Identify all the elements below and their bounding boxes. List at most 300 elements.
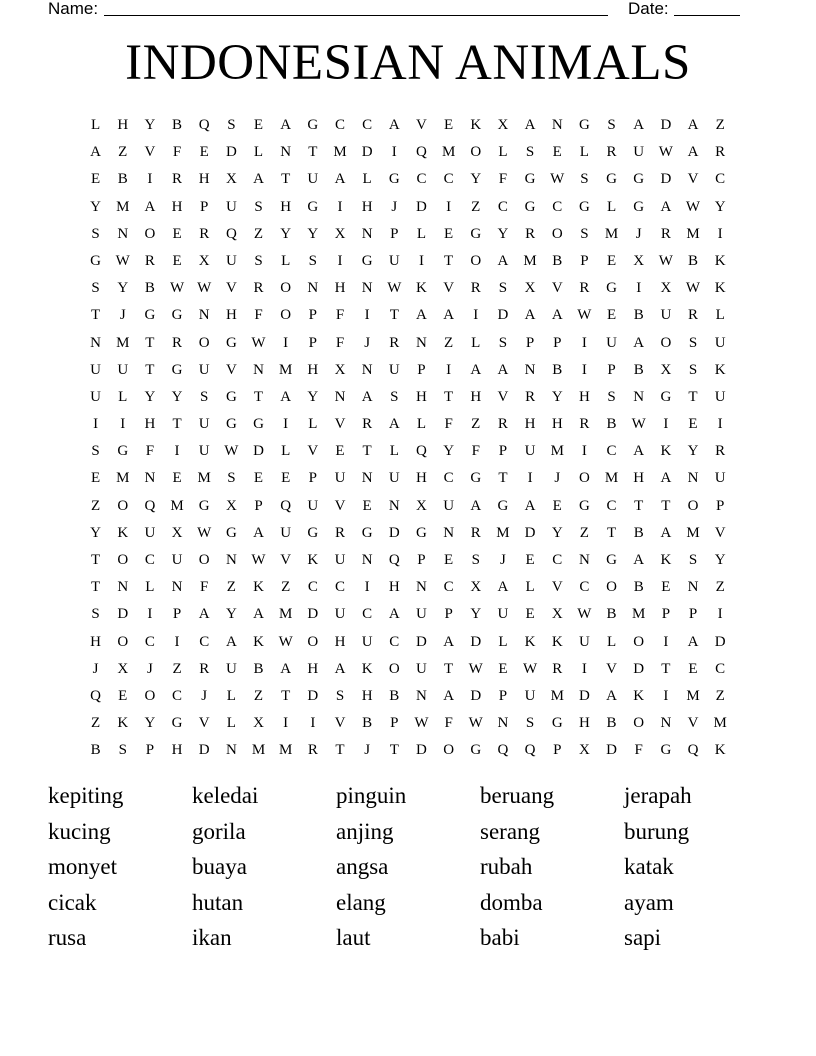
grid-letter[interactable]: A bbox=[334, 171, 346, 188]
grid-letter[interactable]: C bbox=[144, 633, 155, 650]
grid-letter[interactable]: A bbox=[497, 579, 509, 596]
grid-letter[interactable]: I bbox=[581, 334, 587, 351]
grid-letter[interactable]: I bbox=[283, 334, 289, 351]
grid-letter[interactable]: C bbox=[334, 117, 345, 133]
grid-letter[interactable]: U bbox=[361, 633, 373, 650]
grid-letter[interactable]: G bbox=[361, 524, 373, 541]
grid-letter[interactable]: Y bbox=[714, 552, 726, 568]
grid-letter[interactable]: K bbox=[307, 552, 319, 568]
grid-letter[interactable]: H bbox=[280, 198, 292, 215]
grid-letter[interactable]: E bbox=[199, 144, 209, 161]
grid-letter[interactable]: Z bbox=[226, 579, 236, 596]
grid-letter[interactable]: A bbox=[551, 307, 563, 324]
grid-letter[interactable]: D bbox=[416, 633, 427, 650]
grid-letter[interactable]: Z bbox=[579, 524, 589, 541]
grid-letter[interactable]: X bbox=[660, 280, 672, 297]
grid-letter[interactable]: D bbox=[660, 117, 672, 133]
grid-letter[interactable]: W bbox=[550, 171, 565, 188]
grid-letter[interactable]: Z bbox=[715, 687, 725, 704]
grid-letter[interactable]: G bbox=[225, 524, 237, 541]
grid-letter[interactable]: J bbox=[554, 470, 561, 487]
grid-letter[interactable]: V bbox=[144, 144, 156, 161]
grid-letter[interactable]: A bbox=[524, 497, 536, 514]
grid-letter[interactable]: T bbox=[444, 660, 454, 677]
grid-letter[interactable]: A bbox=[606, 687, 617, 704]
grid-letter[interactable]: S bbox=[580, 225, 589, 242]
grid-letter[interactable]: Z bbox=[281, 579, 291, 596]
grid-letter[interactable]: A bbox=[280, 117, 292, 133]
grid-letter[interactable]: I bbox=[663, 633, 669, 650]
grid-letter[interactable]: N bbox=[280, 144, 292, 161]
grid-letter[interactable]: N bbox=[687, 470, 699, 487]
grid-letter[interactable]: I bbox=[446, 361, 452, 378]
grid-letter[interactable]: O bbox=[470, 144, 482, 161]
grid-letter[interactable]: R bbox=[172, 334, 183, 351]
grid-letter[interactable]: X bbox=[470, 579, 482, 596]
grid-letter[interactable]: C bbox=[362, 117, 373, 133]
grid-letter[interactable]: A bbox=[90, 144, 101, 161]
grid-letter[interactable]: A bbox=[687, 117, 699, 133]
grid-letter[interactable]: B bbox=[606, 715, 617, 732]
grid-letter[interactable]: B bbox=[552, 252, 563, 269]
grid-letter[interactable]: S bbox=[471, 552, 480, 568]
grid-letter[interactable]: G bbox=[307, 524, 319, 541]
grid-letter[interactable]: O bbox=[307, 633, 319, 650]
grid-letter[interactable]: A bbox=[280, 660, 292, 677]
grid-letter[interactable]: J bbox=[391, 198, 398, 215]
grid-letter[interactable]: Q bbox=[388, 552, 400, 568]
grid-letter[interactable]: T bbox=[362, 443, 372, 460]
grid-letter[interactable]: L bbox=[118, 388, 128, 405]
grid-letter[interactable]: E bbox=[172, 252, 182, 269]
grid-letter[interactable]: D bbox=[497, 307, 509, 324]
grid-letter[interactable]: S bbox=[227, 117, 236, 133]
grid-letter[interactable]: N bbox=[388, 497, 400, 514]
grid-letter[interactable]: U bbox=[606, 334, 617, 351]
grid-letter[interactable]: W bbox=[251, 334, 266, 351]
grid-letter[interactable]: R bbox=[470, 524, 481, 541]
grid-letter[interactable]: J bbox=[92, 660, 99, 677]
grid-letter[interactable]: I bbox=[364, 579, 370, 596]
grid-letter[interactable]: M bbox=[550, 687, 564, 704]
grid-letter[interactable]: G bbox=[606, 171, 617, 188]
grid-letter[interactable]: G bbox=[470, 225, 482, 242]
grid-letter[interactable]: I bbox=[147, 606, 153, 623]
grid-letter[interactable]: J bbox=[364, 742, 371, 759]
grid-letter[interactable]: O bbox=[117, 552, 129, 568]
grid-letter[interactable]: A bbox=[334, 660, 346, 677]
grid-letter[interactable]: G bbox=[225, 388, 237, 405]
grid-letter[interactable]: Q bbox=[225, 225, 237, 242]
grid-letter[interactable]: J bbox=[146, 660, 153, 677]
grid-letter[interactable]: S bbox=[607, 388, 616, 405]
grid-letter[interactable]: Q bbox=[280, 497, 292, 514]
grid-letter[interactable]: G bbox=[117, 443, 129, 460]
grid-letter[interactable]: T bbox=[688, 388, 698, 405]
grid-letter[interactable]: U bbox=[416, 660, 427, 677]
grid-letter[interactable]: M bbox=[496, 524, 510, 541]
grid-letter[interactable]: S bbox=[91, 280, 100, 297]
grid-letter[interactable]: C bbox=[552, 552, 563, 568]
grid-letter[interactable]: A bbox=[443, 687, 455, 704]
grid-letter[interactable]: S bbox=[498, 280, 508, 297]
grid-letter[interactable]: M bbox=[632, 606, 646, 623]
grid-letter[interactable]: A bbox=[660, 470, 672, 487]
grid-letter[interactable]: L bbox=[281, 443, 291, 460]
grid-letter[interactable]: O bbox=[388, 660, 400, 677]
grid-letter[interactable]: N bbox=[117, 579, 129, 596]
grid-letter[interactable]: P bbox=[444, 606, 453, 623]
grid-letter[interactable]: M bbox=[686, 524, 700, 541]
grid-letter[interactable]: I bbox=[717, 606, 723, 623]
grid-letter[interactable]: G bbox=[225, 416, 237, 433]
grid-letter[interactable]: T bbox=[145, 361, 155, 378]
grid-letter[interactable]: W bbox=[251, 552, 266, 568]
grid-letter[interactable]: Y bbox=[470, 171, 482, 188]
grid-letter[interactable]: A bbox=[470, 361, 482, 378]
grid-letter[interactable]: V bbox=[198, 715, 210, 732]
grid-letter[interactable]: N bbox=[171, 579, 183, 596]
grid-letter[interactable]: Y bbox=[90, 524, 101, 541]
grid-letter[interactable]: S bbox=[335, 687, 345, 704]
grid-letter[interactable]: I bbox=[636, 280, 642, 297]
grid-letter[interactable]: S bbox=[390, 388, 399, 405]
grid-letter[interactable]: D bbox=[416, 198, 427, 215]
grid-letter[interactable]: L bbox=[498, 633, 508, 650]
grid-letter[interactable]: K bbox=[714, 742, 726, 759]
grid-letter[interactable]: P bbox=[553, 742, 562, 759]
grid-letter[interactable]: K bbox=[660, 552, 672, 568]
grid-letter[interactable]: H bbox=[90, 633, 101, 650]
grid-letter[interactable]: N bbox=[361, 552, 373, 568]
grid-letter[interactable]: G bbox=[198, 497, 210, 514]
grid-letter[interactable]: K bbox=[117, 715, 129, 732]
grid-letter[interactable]: D bbox=[660, 171, 672, 188]
grid-letter[interactable]: D bbox=[470, 633, 482, 650]
grid-letter[interactable]: V bbox=[225, 361, 237, 378]
grid-letter[interactable]: G bbox=[225, 334, 237, 351]
grid-letter[interactable]: S bbox=[498, 334, 508, 351]
grid-letter[interactable]: O bbox=[144, 687, 156, 704]
grid-letter[interactable]: N bbox=[334, 388, 346, 405]
grid-letter[interactable]: I bbox=[663, 416, 669, 433]
grid-letter[interactable]: G bbox=[253, 416, 264, 433]
grid-letter[interactable]: P bbox=[688, 606, 698, 623]
grid-letter[interactable]: C bbox=[362, 606, 373, 623]
grid-letter[interactable]: U bbox=[714, 470, 726, 487]
grid-letter[interactable]: E bbox=[90, 171, 101, 188]
grid-letter[interactable]: E bbox=[90, 470, 101, 487]
grid-letter[interactable]: H bbox=[578, 388, 590, 405]
grid-letter[interactable]: G bbox=[144, 307, 156, 324]
grid-letter[interactable]: A bbox=[497, 252, 509, 269]
grid-letter[interactable]: H bbox=[416, 388, 427, 405]
grid-letter[interactable]: C bbox=[144, 552, 155, 568]
grid-letter[interactable]: U bbox=[307, 497, 319, 514]
grid-letter[interactable]: A bbox=[144, 198, 156, 215]
grid-letter[interactable]: I bbox=[337, 252, 343, 269]
grid-letter[interactable]: I bbox=[120, 416, 126, 433]
grid-letter[interactable]: Y bbox=[551, 388, 563, 405]
grid-letter[interactable]: F bbox=[172, 144, 182, 161]
grid-letter[interactable]: N bbox=[144, 470, 156, 487]
grid-letter[interactable]: S bbox=[200, 388, 209, 405]
grid-letter[interactable]: W bbox=[468, 715, 483, 732]
grid-letter[interactable]: O bbox=[117, 633, 129, 650]
grid-letter[interactable]: O bbox=[117, 497, 129, 514]
grid-letter[interactable]: K bbox=[633, 687, 645, 704]
grid-letter[interactable]: E bbox=[253, 117, 264, 133]
grid-letter[interactable]: R bbox=[199, 225, 210, 242]
grid-letter[interactable]: T bbox=[389, 742, 399, 759]
grid-letter[interactable]: V bbox=[443, 280, 455, 297]
grid-letter[interactable]: Z bbox=[90, 715, 101, 732]
grid-letter[interactable]: M bbox=[170, 497, 184, 514]
grid-letter[interactable]: X bbox=[660, 361, 672, 378]
grid-letter[interactable]: A bbox=[361, 388, 373, 405]
grid-letter[interactable]: M bbox=[550, 443, 564, 460]
grid-letter[interactable]: O bbox=[606, 579, 617, 596]
grid-letter[interactable]: X bbox=[334, 361, 346, 378]
grid-letter[interactable]: B bbox=[633, 579, 644, 596]
grid-letter[interactable]: P bbox=[716, 497, 725, 514]
grid-letter[interactable]: Y bbox=[225, 606, 237, 623]
grid-letter[interactable]: H bbox=[307, 361, 319, 378]
grid-letter[interactable]: F bbox=[444, 715, 453, 732]
grid-letter[interactable]: U bbox=[198, 416, 210, 433]
grid-letter[interactable]: Z bbox=[253, 225, 264, 242]
grid-letter[interactable]: E bbox=[606, 307, 617, 324]
grid-letter[interactable]: E bbox=[444, 552, 454, 568]
grid-letter[interactable]: N bbox=[416, 579, 427, 596]
grid-letter[interactable]: C bbox=[443, 579, 454, 596]
grid-letter[interactable]: E bbox=[172, 225, 182, 242]
grid-letter[interactable]: L bbox=[471, 334, 481, 351]
grid-letter[interactable]: X bbox=[171, 524, 183, 541]
grid-letter[interactable]: A bbox=[253, 606, 264, 623]
grid-letter[interactable]: C bbox=[199, 633, 210, 650]
grid-letter[interactable]: I bbox=[581, 443, 587, 460]
grid-letter[interactable]: H bbox=[307, 660, 319, 677]
grid-letter[interactable]: C bbox=[307, 579, 318, 596]
grid-letter[interactable]: S bbox=[254, 198, 263, 215]
grid-letter[interactable]: F bbox=[471, 443, 480, 460]
grid-letter[interactable]: T bbox=[634, 497, 644, 514]
grid-letter[interactable]: G bbox=[606, 552, 617, 568]
grid-letter[interactable]: U bbox=[334, 552, 346, 568]
grid-letter[interactable]: A bbox=[660, 524, 672, 541]
grid-letter[interactable]: P bbox=[661, 606, 671, 623]
grid-letter[interactable]: K bbox=[660, 443, 672, 460]
grid-letter[interactable]: D bbox=[117, 606, 129, 623]
grid-letter[interactable]: K bbox=[714, 280, 726, 297]
grid-letter[interactable]: K bbox=[470, 117, 482, 133]
grid-letter[interactable]: A bbox=[633, 334, 645, 351]
grid-letter[interactable]: V bbox=[307, 443, 319, 460]
grid-letter[interactable]: W bbox=[631, 416, 646, 433]
grid-letter[interactable]: O bbox=[551, 225, 563, 242]
grid-letter[interactable]: D bbox=[388, 524, 400, 541]
grid-letter[interactable]: T bbox=[90, 307, 101, 324]
grid-letter[interactable]: S bbox=[688, 334, 698, 351]
grid-letter[interactable]: X bbox=[551, 606, 563, 623]
grid-letter[interactable]: V bbox=[687, 715, 699, 732]
grid-letter[interactable]: V bbox=[687, 171, 699, 188]
grid-letter[interactable]: A bbox=[388, 117, 400, 133]
grid-letter[interactable]: H bbox=[361, 198, 373, 215]
grid-letter[interactable]: V bbox=[225, 280, 237, 297]
grid-letter[interactable]: U bbox=[225, 252, 237, 269]
grid-letter[interactable]: U bbox=[171, 552, 183, 568]
grid-letter[interactable]: G bbox=[470, 470, 482, 487]
grid-letter[interactable]: U bbox=[388, 252, 400, 269]
grid-letter[interactable]: H bbox=[334, 280, 346, 297]
grid-letter[interactable]: I bbox=[174, 443, 180, 460]
grid-letter[interactable]: D bbox=[253, 443, 264, 460]
grid-letter[interactable]: Z bbox=[118, 144, 128, 161]
grid-letter[interactable]: L bbox=[90, 117, 101, 133]
grid-letter[interactable]: E bbox=[525, 606, 535, 623]
grid-letter[interactable]: P bbox=[498, 687, 508, 704]
grid-letter[interactable]: A bbox=[687, 144, 699, 161]
grid-letter[interactable]: H bbox=[225, 307, 237, 324]
grid-letter[interactable]: N bbox=[253, 361, 264, 378]
grid-letter[interactable]: M bbox=[279, 742, 293, 759]
grid-letter[interactable]: Z bbox=[253, 687, 264, 704]
grid-letter[interactable]: E bbox=[118, 687, 128, 704]
grid-letter[interactable]: T bbox=[308, 144, 318, 161]
grid-letter[interactable]: U bbox=[198, 361, 210, 378]
grid-letter[interactable]: Q bbox=[524, 742, 536, 759]
grid-letter[interactable]: R bbox=[660, 225, 671, 242]
grid-letter[interactable]: C bbox=[606, 497, 617, 514]
grid-letter[interactable]: V bbox=[416, 117, 427, 133]
grid-letter[interactable]: G bbox=[578, 198, 590, 215]
grid-letter[interactable]: M bbox=[686, 225, 700, 242]
grid-letter[interactable]: T bbox=[253, 388, 264, 405]
grid-letter[interactable]: U bbox=[714, 334, 726, 351]
grid-letter[interactable]: E bbox=[552, 497, 562, 514]
grid-letter[interactable]: G bbox=[171, 361, 183, 378]
grid-letter[interactable]: Z bbox=[444, 334, 454, 351]
grid-letter[interactable]: I bbox=[663, 687, 669, 704]
grid-letter[interactable]: L bbox=[416, 416, 427, 433]
grid-letter[interactable]: S bbox=[580, 171, 589, 188]
grid-letter[interactable]: C bbox=[552, 198, 563, 215]
grid-letter[interactable]: D bbox=[470, 687, 482, 704]
grid-letter[interactable]: M bbox=[116, 334, 130, 351]
grid-letter[interactable]: I bbox=[717, 416, 723, 433]
grid-letter[interactable]: Y bbox=[307, 225, 319, 242]
grid-letter[interactable]: N bbox=[117, 225, 129, 242]
grid-letter[interactable]: N bbox=[307, 280, 319, 297]
grid-letter[interactable]: G bbox=[90, 252, 101, 269]
grid-letter[interactable]: C bbox=[579, 579, 590, 596]
grid-letter[interactable]: U bbox=[416, 606, 427, 623]
grid-letter[interactable]: E bbox=[362, 497, 372, 514]
grid-letter[interactable]: Y bbox=[280, 225, 292, 242]
grid-letter[interactable]: L bbox=[226, 687, 236, 704]
grid-letter[interactable]: I bbox=[527, 470, 533, 487]
grid-letter[interactable]: P bbox=[607, 361, 616, 378]
grid-letter[interactable]: I bbox=[147, 171, 153, 188]
grid-letter[interactable]: G bbox=[307, 198, 319, 215]
grid-letter[interactable]: H bbox=[470, 388, 482, 405]
grid-letter[interactable]: T bbox=[444, 252, 454, 269]
grid-letter[interactable]: O bbox=[633, 633, 645, 650]
grid-letter[interactable]: E bbox=[606, 252, 617, 269]
grid-letter[interactable]: A bbox=[388, 416, 400, 433]
grid-letter[interactable]: E bbox=[688, 416, 698, 433]
grid-letter[interactable]: A bbox=[633, 443, 645, 460]
grid-letter[interactable]: G bbox=[171, 307, 183, 324]
grid-letter[interactable]: S bbox=[227, 470, 236, 487]
grid-letter[interactable]: H bbox=[117, 117, 129, 133]
grid-letter[interactable]: N bbox=[361, 280, 373, 297]
grid-letter[interactable]: I bbox=[391, 144, 397, 161]
grid-letter[interactable]: L bbox=[226, 715, 236, 732]
grid-letter[interactable]: X bbox=[253, 715, 264, 732]
grid-letter[interactable]: C bbox=[416, 171, 427, 188]
grid-letter[interactable]: L bbox=[145, 579, 155, 596]
grid-letter[interactable]: W bbox=[522, 660, 538, 677]
grid-letter[interactable]: X bbox=[334, 225, 346, 242]
grid-letter[interactable]: Q bbox=[198, 117, 210, 133]
grid-letter[interactable]: N bbox=[660, 715, 672, 732]
grid-letter[interactable]: W bbox=[468, 660, 483, 677]
grid-letter[interactable]: U bbox=[225, 198, 237, 215]
grid-letter[interactable]: S bbox=[254, 252, 263, 269]
grid-letter[interactable]: P bbox=[308, 307, 317, 324]
grid-letter[interactable]: W bbox=[197, 524, 212, 541]
grid-letter[interactable]: K bbox=[117, 524, 129, 541]
grid-letter[interactable]: X bbox=[497, 117, 509, 133]
grid-letter[interactable]: X bbox=[524, 280, 536, 297]
grid-letter[interactable]: U bbox=[90, 388, 101, 405]
grid-letter[interactable]: H bbox=[633, 470, 645, 487]
grid-letter[interactable]: O bbox=[198, 334, 210, 351]
grid-letter[interactable]: V bbox=[334, 416, 346, 433]
grid-letter[interactable]: J bbox=[119, 307, 126, 324]
grid-letter[interactable]: Z bbox=[471, 416, 481, 433]
grid-letter[interactable]: U bbox=[225, 660, 237, 677]
grid-letter[interactable]: A bbox=[280, 388, 292, 405]
grid-letter[interactable]: A bbox=[443, 307, 455, 324]
grid-letter[interactable]: D bbox=[606, 742, 617, 759]
grid-letter[interactable]: O bbox=[443, 742, 455, 759]
grid-letter[interactable]: N bbox=[443, 524, 455, 541]
grid-letter[interactable]: L bbox=[308, 416, 318, 433]
grid-letter[interactable]: S bbox=[91, 606, 100, 623]
grid-letter[interactable]: Z bbox=[90, 497, 101, 514]
grid-letter[interactable]: A bbox=[524, 307, 536, 324]
grid-letter[interactable]: A bbox=[497, 361, 509, 378]
grid-letter[interactable]: P bbox=[553, 334, 562, 351]
grid-letter[interactable]: I bbox=[418, 252, 424, 269]
grid-letter[interactable]: L bbox=[416, 225, 427, 242]
grid-letter[interactable]: R bbox=[307, 742, 318, 759]
grid-letter[interactable]: H bbox=[551, 416, 563, 433]
grid-letter[interactable]: R bbox=[579, 416, 590, 433]
grid-letter[interactable]: A bbox=[388, 606, 400, 623]
grid-letter[interactable]: O bbox=[660, 334, 672, 351]
grid-letter[interactable]: X bbox=[416, 497, 427, 514]
grid-letter[interactable]: P bbox=[498, 443, 508, 460]
grid-letter[interactable]: L bbox=[606, 198, 617, 215]
grid-letter[interactable]: E bbox=[281, 470, 291, 487]
grid-letter[interactable]: D bbox=[361, 144, 373, 161]
grid-letter[interactable]: D bbox=[524, 524, 536, 541]
